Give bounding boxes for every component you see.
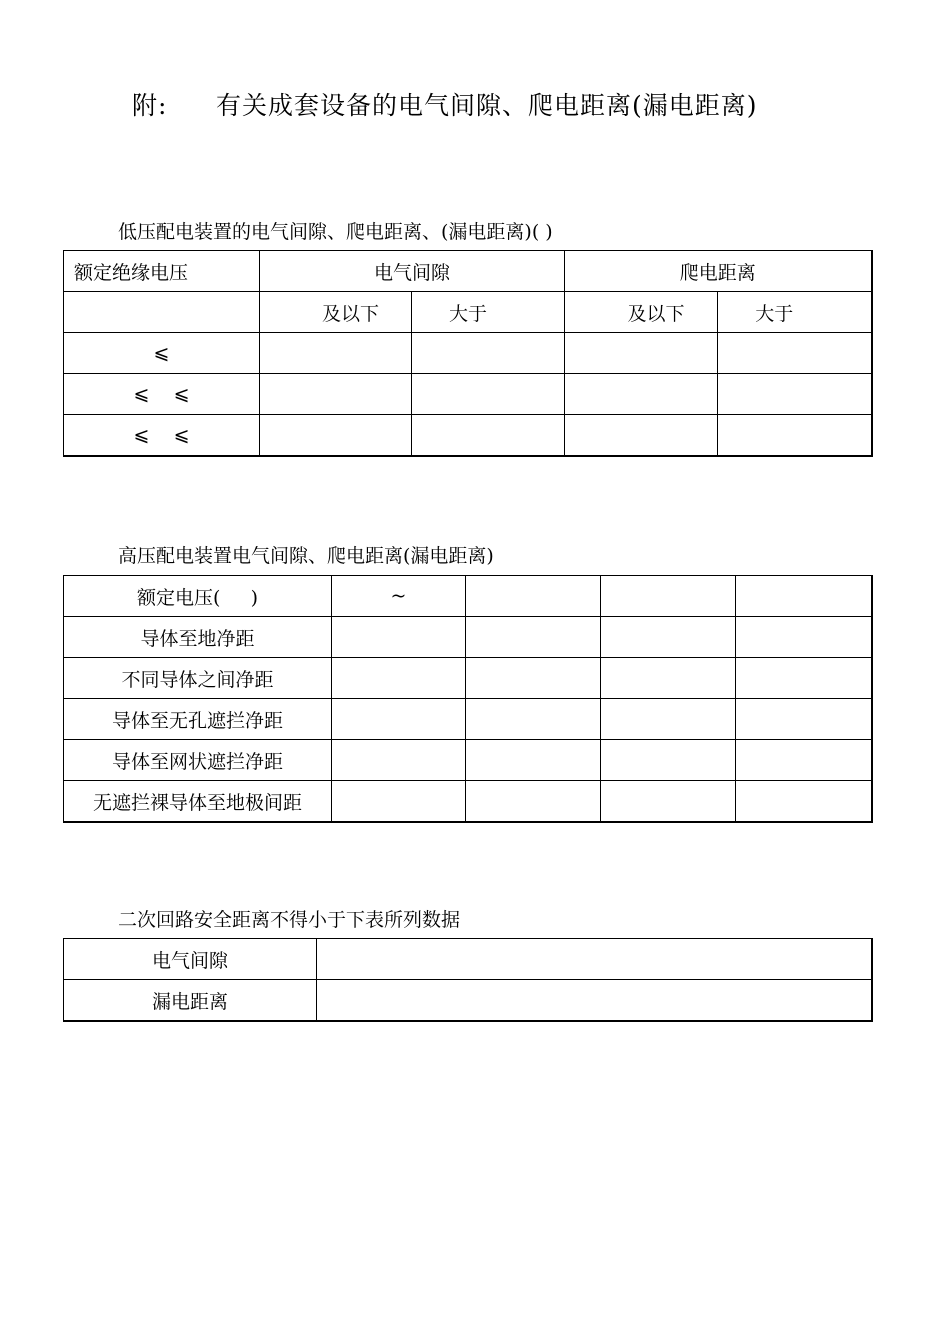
table-cell [466,658,601,699]
table2-caption: 高压配电装置电气间隙、爬电距离(漏电距离) [118,545,494,567]
table-row [64,781,872,823]
header-rated-voltage: 额定电压( ) [64,576,332,617]
table-cell [412,374,565,415]
table-row [64,658,872,699]
title-prefix: 附: [132,91,168,120]
table-cell [718,374,872,415]
table-cell [601,781,736,823]
table-row [64,980,872,1022]
row-label: ⩽ [64,333,260,374]
table-row [64,699,872,740]
row-label: 导体至网状遮拦净距 [64,740,332,781]
table-cell [317,980,872,1022]
row-label: 漏电距离 [64,980,317,1022]
subheader-clearance-above: 大于 [412,292,565,333]
table-cell [332,699,466,740]
table-cell [412,333,565,374]
table-row [64,333,872,374]
table-row [64,939,872,980]
table-cell [601,576,736,617]
header-electrical-clearance: 电气间隙 [260,251,565,292]
header-rated-insulation-voltage: 额定绝缘电压 [64,251,260,292]
row-label: 电气间隙 [64,939,317,980]
table-cell [565,374,718,415]
table-cell [736,781,872,823]
table-cell [466,617,601,658]
table-cell [466,740,601,781]
table-cell [332,617,466,658]
subheader-creepage-above: 大于 [718,292,872,333]
table-cell [260,333,412,374]
row-label: 不同导体之间净距 [64,658,332,699]
table-cell [601,617,736,658]
table-cell [718,415,872,457]
table-cell [736,576,872,617]
table-row [64,374,872,415]
table-cell [332,781,466,823]
table-cell [466,699,601,740]
header-voltage-range: ~ [332,576,466,617]
table-row [64,617,872,658]
low-voltage-table [63,250,873,457]
table-cell [260,374,412,415]
header-creepage-distance: 爬电距离 [565,251,872,292]
table-cell [565,333,718,374]
table-subheader-row [64,292,872,333]
table-cell [466,781,601,823]
table-cell [601,740,736,781]
table-cell [718,333,872,374]
table-cell [736,617,872,658]
row-label: 无遮拦裸导体至地极间距 [64,781,332,823]
table-cell [565,415,718,457]
row-label: ⩽ ⩽ [64,374,260,415]
row-label: 导体至地净距 [64,617,332,658]
table-cell [466,576,601,617]
table-cell [601,658,736,699]
row-label: 导体至无孔遮拦净距 [64,699,332,740]
table-cell [736,740,872,781]
row-label: ⩽ ⩽ [64,415,260,457]
secondary-circuit-table [63,938,873,1022]
table-row [64,740,872,781]
table-cell [317,939,872,980]
table-header-row [64,576,872,617]
subheader-creepage-at-or-below: 及以下 [565,292,718,333]
table-cell [601,699,736,740]
table-cell [332,740,466,781]
table-header-row [64,251,872,292]
table-cell [736,699,872,740]
table-cell [736,658,872,699]
table-cell [260,415,412,457]
title-main: 有关成套设备的电气间隙、爬电距离(漏电距离) [216,91,758,120]
table-cell [332,658,466,699]
table1-caption: 低压配电装置的电气间隙、爬电距离、(漏电距离)( ) [118,221,553,243]
table-row [64,415,872,457]
table-cell [64,292,260,333]
subheader-clearance-at-or-below: 及以下 [260,292,412,333]
table3-caption: 二次回路安全距离不得小于下表所列数据 [118,909,461,931]
high-voltage-table [63,575,873,823]
table-cell [412,415,565,457]
